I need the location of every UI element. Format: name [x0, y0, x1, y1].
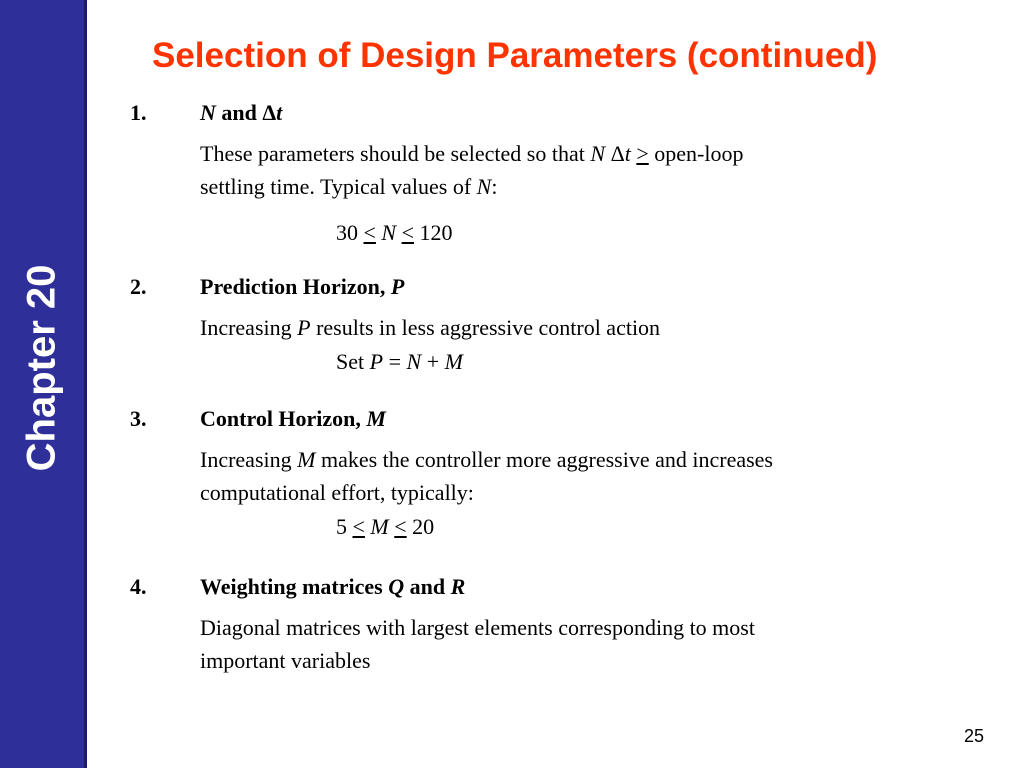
symbol-n: N	[200, 100, 216, 125]
chapter-label: Chapter 20	[19, 264, 64, 472]
item-number: 3.	[130, 406, 147, 431]
item-title: Weighting matrices Q and R	[200, 574, 466, 599]
item-description	[200, 611, 980, 677]
item-heading	[130, 100, 980, 130]
leq-symbol: <	[363, 220, 376, 245]
item-title: N and Δt	[200, 100, 283, 125]
formula: 5 < M < 20	[336, 514, 435, 539]
chapter-sidebar	[0, 0, 87, 768]
slide-title: Selection of Design Parameters (continued)	[152, 36, 878, 75]
text-line: computational effort, typically:	[200, 480, 474, 505]
text-line: settling time. Typical values of N:	[200, 174, 498, 199]
item-heading	[130, 406, 980, 436]
leq-symbol: <	[394, 514, 407, 539]
text-line: These parameters should be selected so that N Δt > open-loop	[200, 141, 744, 166]
item-number: 4.	[130, 574, 147, 599]
item-title: Prediction Horizon, P	[200, 274, 405, 299]
list-item-3	[130, 406, 980, 543]
item-number: 1.	[130, 100, 147, 125]
item-description	[200, 311, 980, 344]
formula: Set P = N + M	[336, 349, 463, 374]
item-number: 2.	[130, 274, 147, 299]
text-line: Diagonal matrices with largest elements corresponding to most	[200, 615, 755, 640]
list-item-1	[130, 100, 980, 249]
leq-symbol: <	[401, 220, 415, 245]
item-title: Control Horizon, M	[200, 406, 386, 431]
geq-symbol: >	[636, 141, 649, 166]
symbol-delta: Δ	[262, 100, 277, 125]
list-item-2	[130, 274, 980, 378]
text-line: Increasing M makes the controller more aggressive and increases	[200, 447, 773, 472]
item-heading	[130, 574, 980, 604]
page-number: 25	[963, 726, 984, 746]
item-heading	[130, 274, 980, 304]
item-description	[200, 137, 980, 203]
formula: 30 < N < 120	[336, 220, 453, 245]
symbol-t: t	[276, 100, 283, 125]
text-line: important variables	[200, 648, 371, 673]
list-item-4	[130, 574, 980, 677]
leq-symbol: <	[352, 514, 365, 539]
item-description	[200, 443, 980, 509]
text-line: Increasing P results in less aggressive control action	[200, 315, 661, 340]
